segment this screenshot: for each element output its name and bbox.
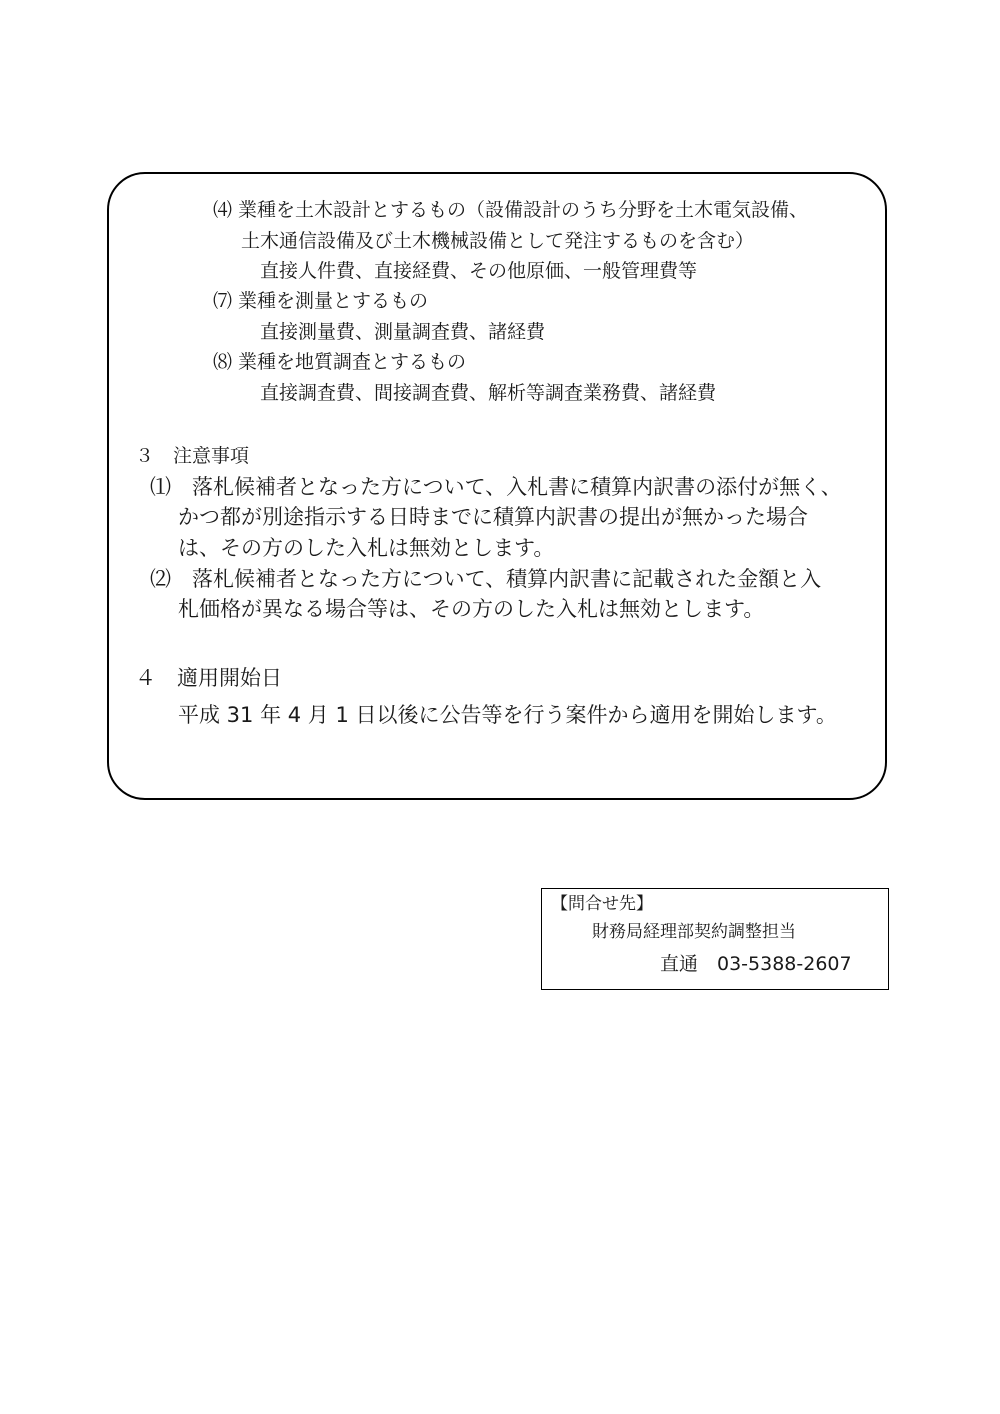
section3-item1-line1: ⑴ 落札候補者となった方について、入札書に積算内訳書の添付が無く、 — [150, 475, 842, 499]
section4-body: 平成 31 年 4 月 1 日以後に公告等を行う案件から適用を開始します。 — [178, 703, 837, 727]
contact-heading: 【問合せ先】 — [551, 894, 653, 914]
section3-item2-line2: 札価格が異なる場合等は、その方のした入札は無効とします。 — [178, 597, 765, 621]
item-u-detail: 直接測量費、測量調査費、諸経費 — [260, 321, 546, 343]
item-u-title: ⑺ 業種を測量とするもの — [213, 290, 429, 312]
contact-department: 財務局経理部契約調整担当 — [592, 922, 796, 942]
section3-heading: ３ 注意事項 — [135, 445, 250, 467]
section3-item2-line1: ⑵ 落札候補者となった方について、積算内訳書に記載された金額と入 — [150, 567, 822, 591]
section4-heading: ４ 適用開始日 — [135, 666, 282, 690]
item-e-detail: 直接調査費、間接調査費、解析等調査業務費、諸経費 — [260, 382, 717, 404]
item-i-detail: 直接人件費、直接経費、その他原価、一般管理費等 — [260, 260, 698, 282]
item-e-title: ⑻ 業種を地質調査とするもの — [213, 351, 467, 373]
section3-item1-line2: かつ都が別途指示する日時までに積算内訳書の提出が無かった場合 — [178, 505, 808, 529]
item-i-title-cont: 土木通信設備及び土木機械設備として発注するものを含む） — [241, 230, 755, 252]
item-i-title: ⑷ 業種を土木設計とするもの（設備設計のうち分野を土木電気設備、 — [213, 199, 809, 221]
section3-item1-line3: は、その方のした入札は無効とします。 — [178, 536, 555, 560]
contact-phone: 直通 03-5388-2607 — [660, 953, 852, 975]
